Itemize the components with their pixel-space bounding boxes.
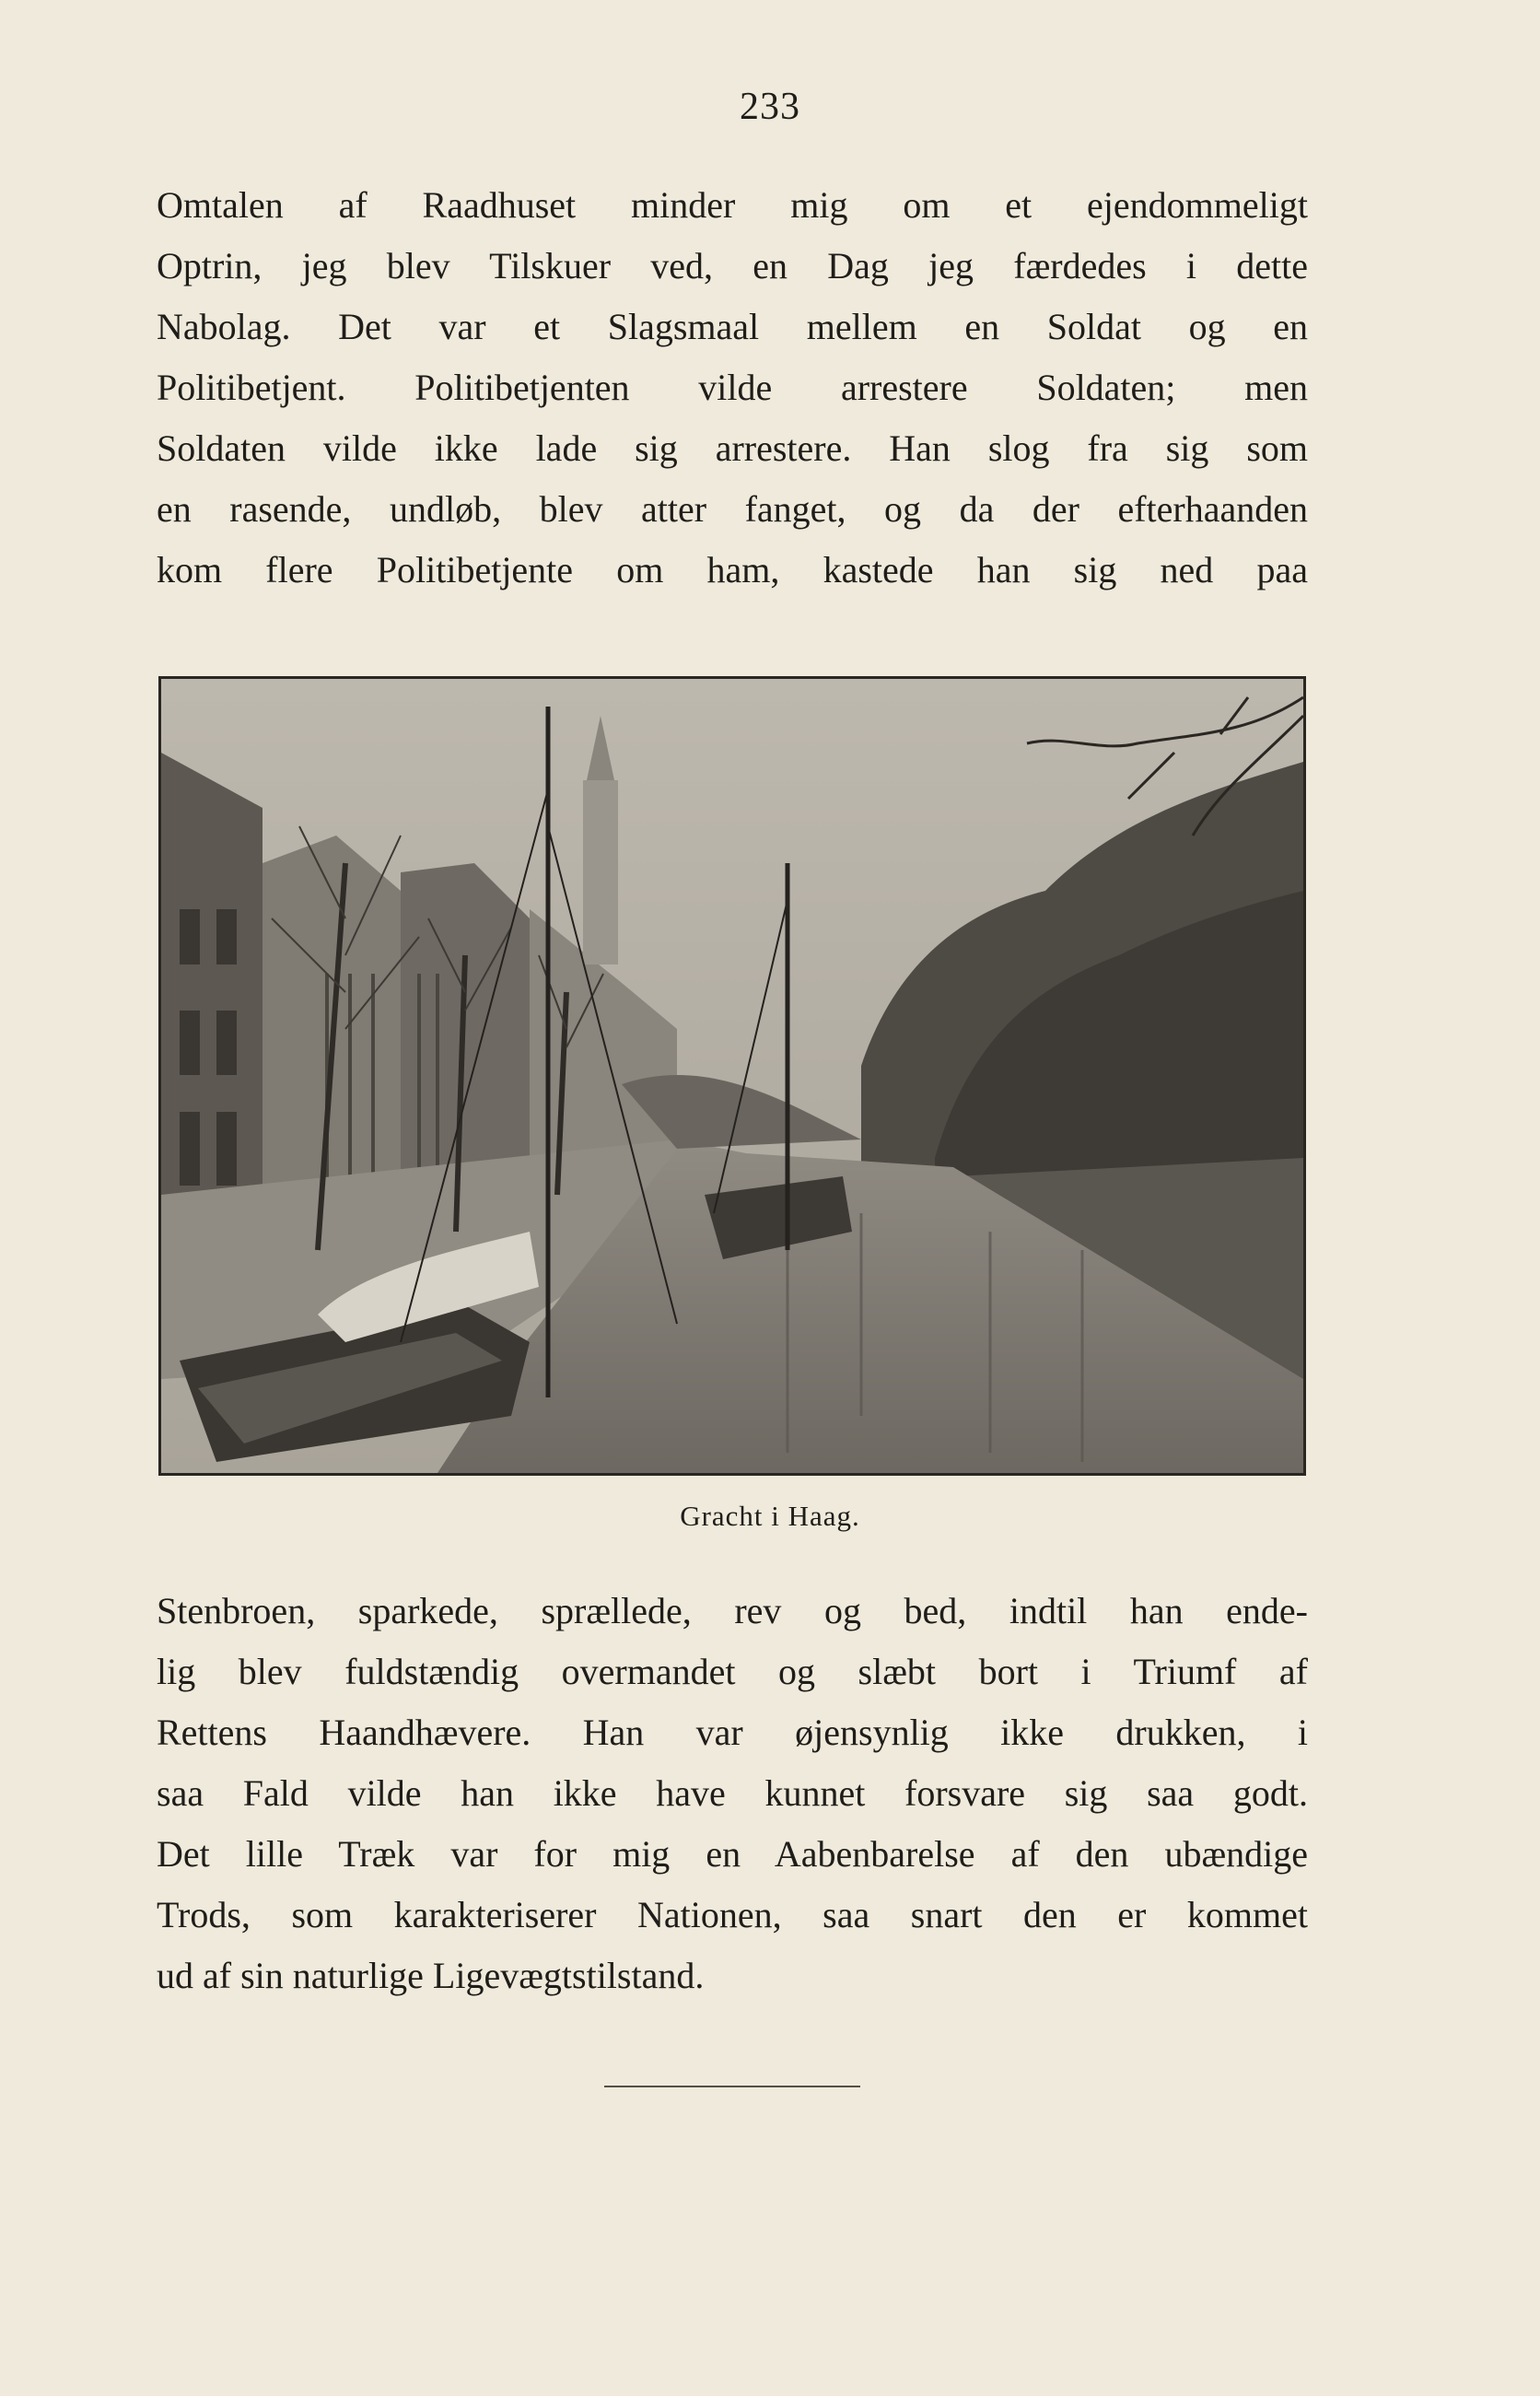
paragraph-1 — [157, 175, 1308, 601]
text-line: Soldaten vilde ikke lade sig arrestere. Han slog fra sig som — [157, 427, 1308, 469]
text-line: Trods, som karakteriserer Nationen, saa snart den er kommet — [157, 1894, 1308, 1935]
text-line: Nabolag. Det var et Slagsmaal mellem en Soldat og en — [157, 306, 1308, 347]
text-line: lig blev fuldstændig overmandet og slæbt bort i Triumf af — [157, 1651, 1308, 1692]
paragraph-2 — [157, 1581, 1308, 2006]
text-line: en rasende, undløb, blev atter fanget, og da der efterhaanden — [157, 488, 1308, 530]
text-line: Politibetjent. Politibetjenten vilde arrestere Soldaten; men — [157, 367, 1308, 408]
text-line: Stenbroen, sparkede, sprællede, rev og bed, indtil han ende- — [157, 1590, 1308, 1631]
text-line: ud af sin naturlige Ligevægtstilstand. — [157, 1955, 705, 1996]
page-number: 233 — [740, 86, 800, 128]
text-line: Omtalen af Raadhuset minder mig om et ejendommeligt — [157, 184, 1308, 226]
text-line: saa Fald vilde han ikke have kunnet forsvare sig saa godt. — [157, 1772, 1308, 1814]
figure-caption: Gracht i Haag. — [680, 1500, 860, 1532]
text-line: Rettens Haandhævere. Han var øjensynlig ikke drukken, i — [157, 1712, 1308, 1753]
text-line: Optrin, jeg blev Tilskuer ved, en Dag jeg færdedes i dette — [157, 245, 1308, 286]
text-line: kom flere Politibetjente om ham, kastede han sig ned paa — [157, 549, 1308, 590]
canal-photograph — [158, 676, 1306, 1476]
section-divider — [604, 2086, 860, 2087]
text-line: Det lille Træk var for mig en Aabenbarelse af den ubændige — [157, 1833, 1308, 1875]
